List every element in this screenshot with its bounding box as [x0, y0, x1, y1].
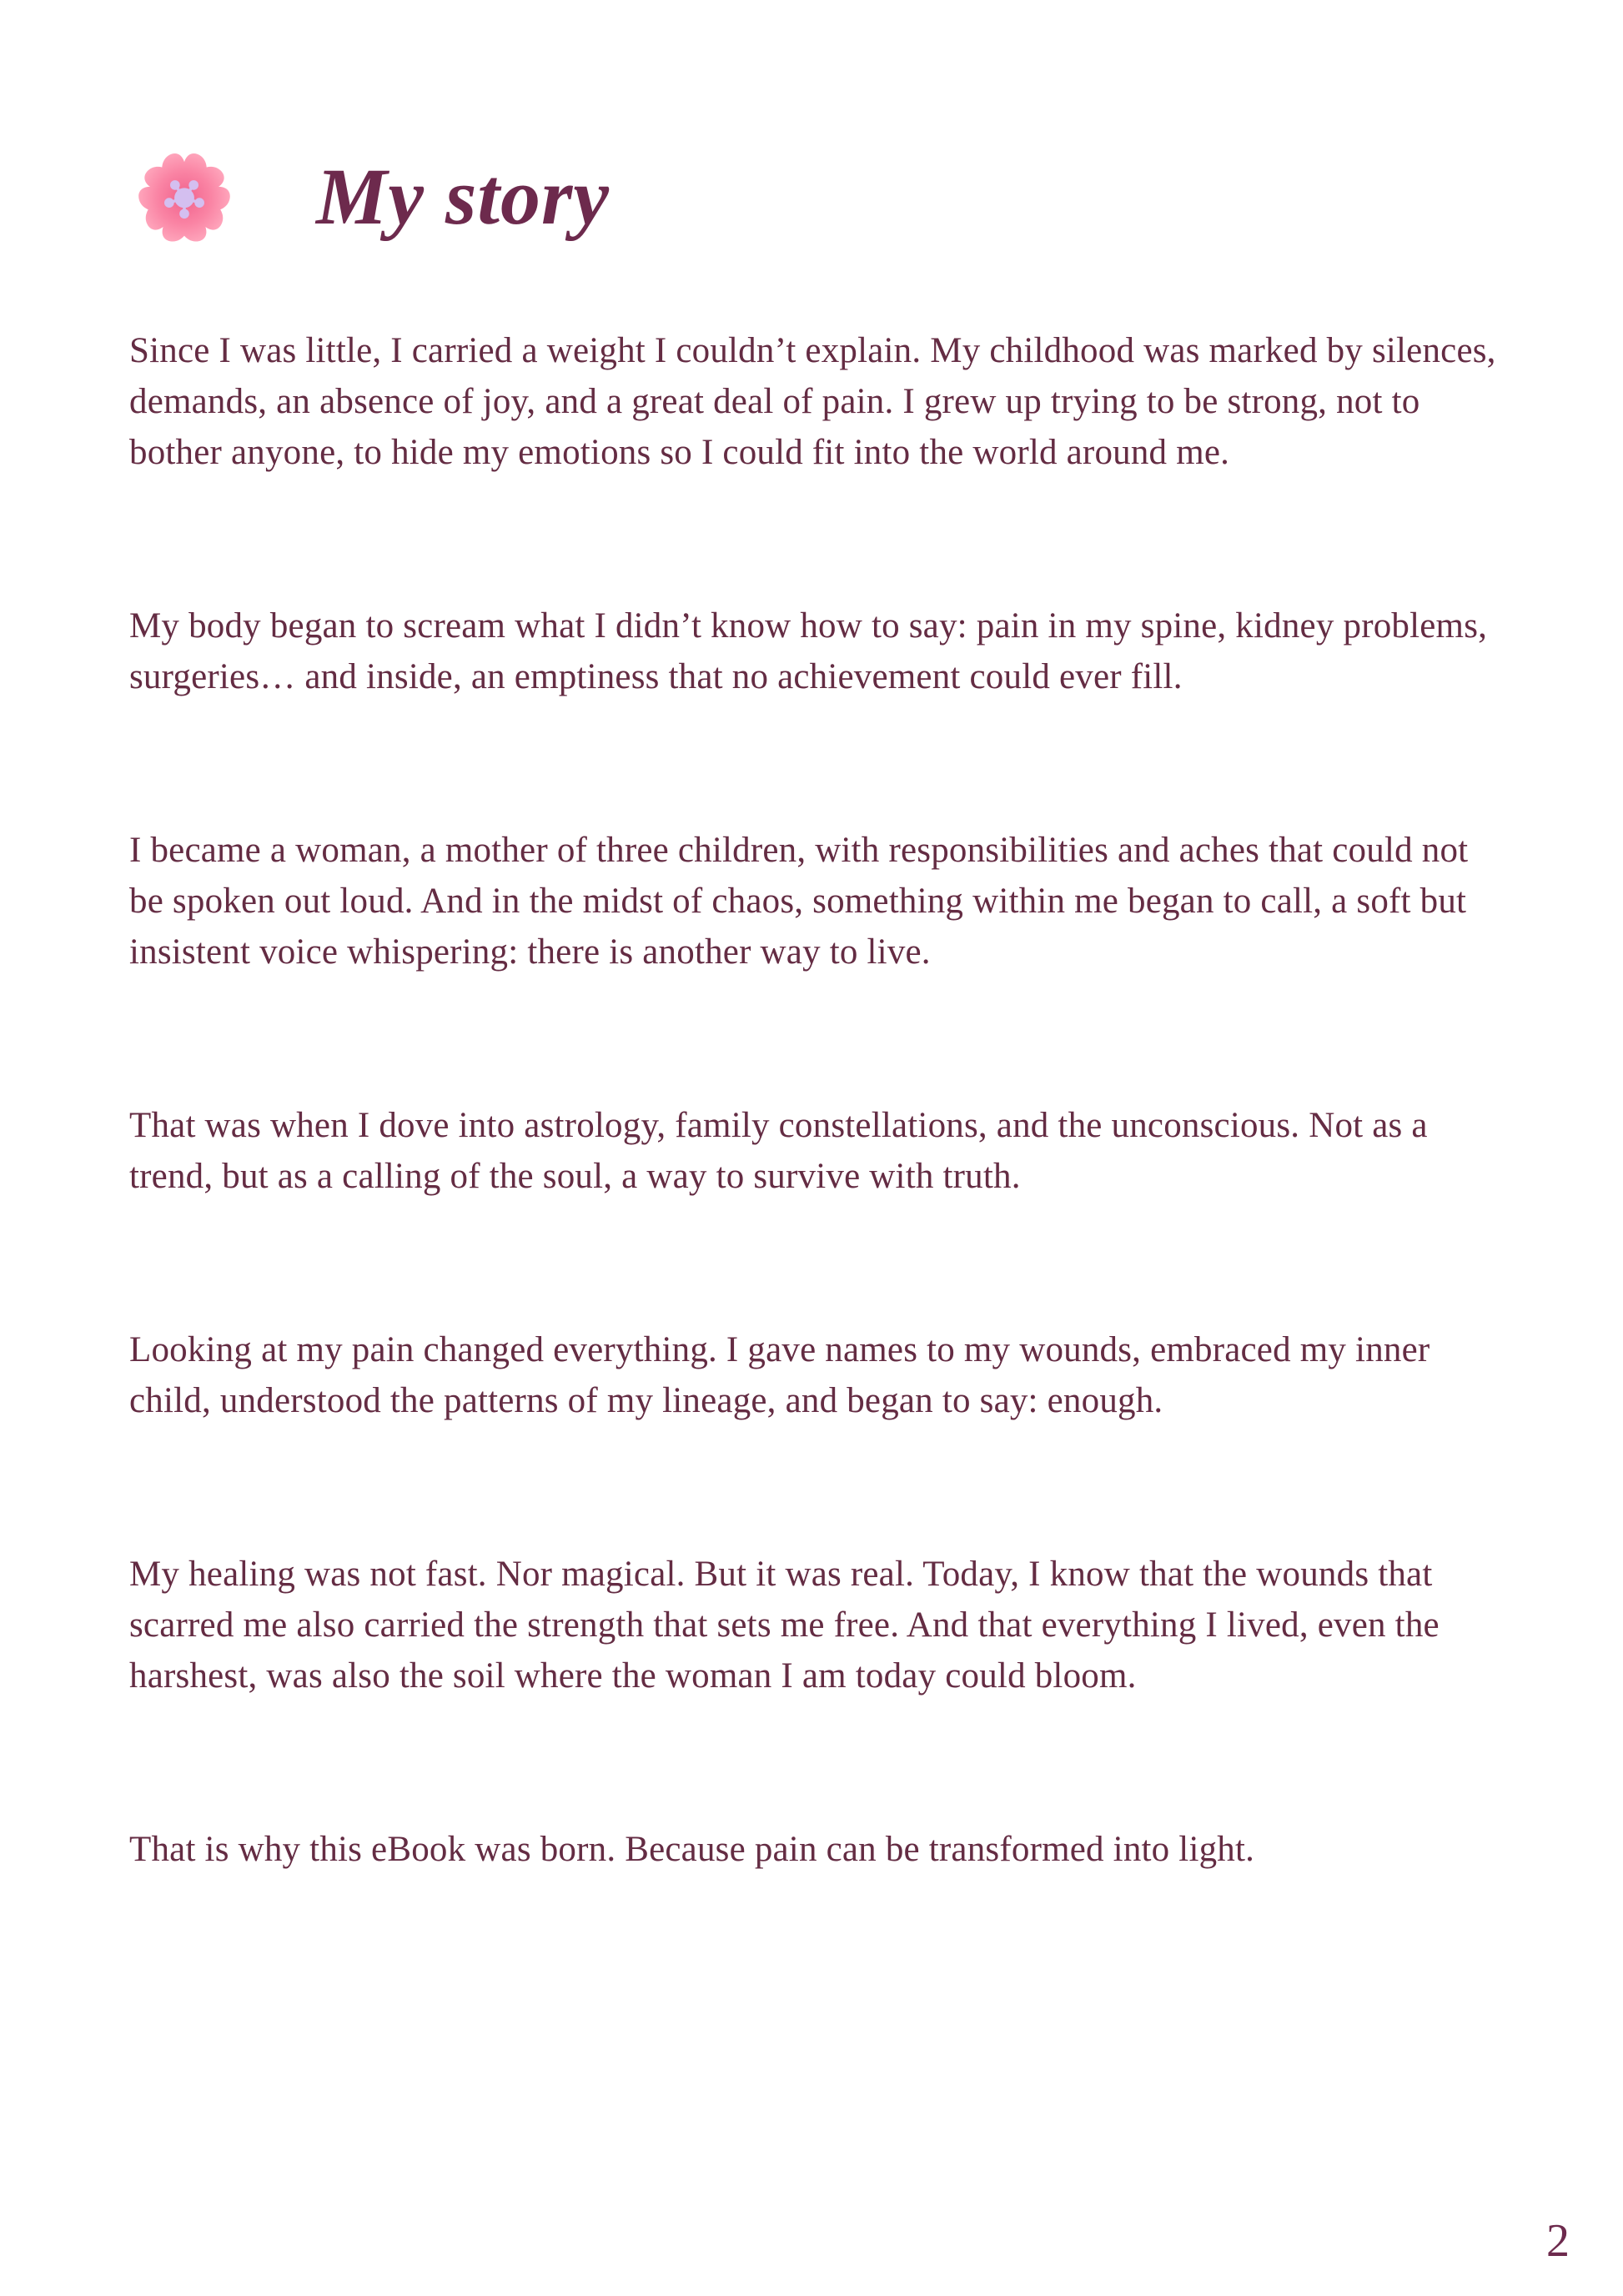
- story-paragraph: I became a woman, a mother of three children, with responsibilities and aches that could not be spoken out loud. And in the midst of chaos, something within me began to call, a soft but insistent voice whispering: there is another way to live.: [129, 831, 1469, 972]
- page-number: 2: [1546, 2215, 1570, 2267]
- story-paragraph: That is why this eBook was born. Because pain can be transformed into light.: [129, 1830, 1255, 1869]
- page-header: [129, 142, 1494, 252]
- story-paragraph: Looking at my pain changed everything. I gave names to my wounds, embraced my inner child, understood the patterns of my lineage, and began to say: enough.: [129, 1330, 1430, 1420]
- story-content: [129, 325, 1498, 1875]
- story-paragraph: That was when I dove into astrology, family constellations, and the unconscious. Not as a trend, but as a calling of the soul, a way to survive with truth.: [129, 1106, 1428, 1196]
- story-paragraph: My body began to scream what I didn’t know how to say: pain in my spine, kidney problems, surgeries… and inside, an emptiness that no achievement could ever fill.: [129, 606, 1488, 696]
- story-paragraph: My healing was not fast. Nor magical. But it was real. Today, I know that the wounds that scarred me also carried the strength that sets me free. And that everything I lived, even the harshest, was also the soil where the woman I am today could bloom.: [129, 1555, 1440, 1696]
- story-paragraph: Since I was little, I carried a weight I couldn’t explain. My childhood was marked by silences, demands, an absence of joy, and a great deal of pain. I grew up trying to be strong, not to bother anyone, to hide my emotions so I could fit into the world around me.: [129, 331, 1496, 472]
- cherry-blossom-icon: [129, 142, 239, 252]
- page-title: My story: [316, 152, 610, 241]
